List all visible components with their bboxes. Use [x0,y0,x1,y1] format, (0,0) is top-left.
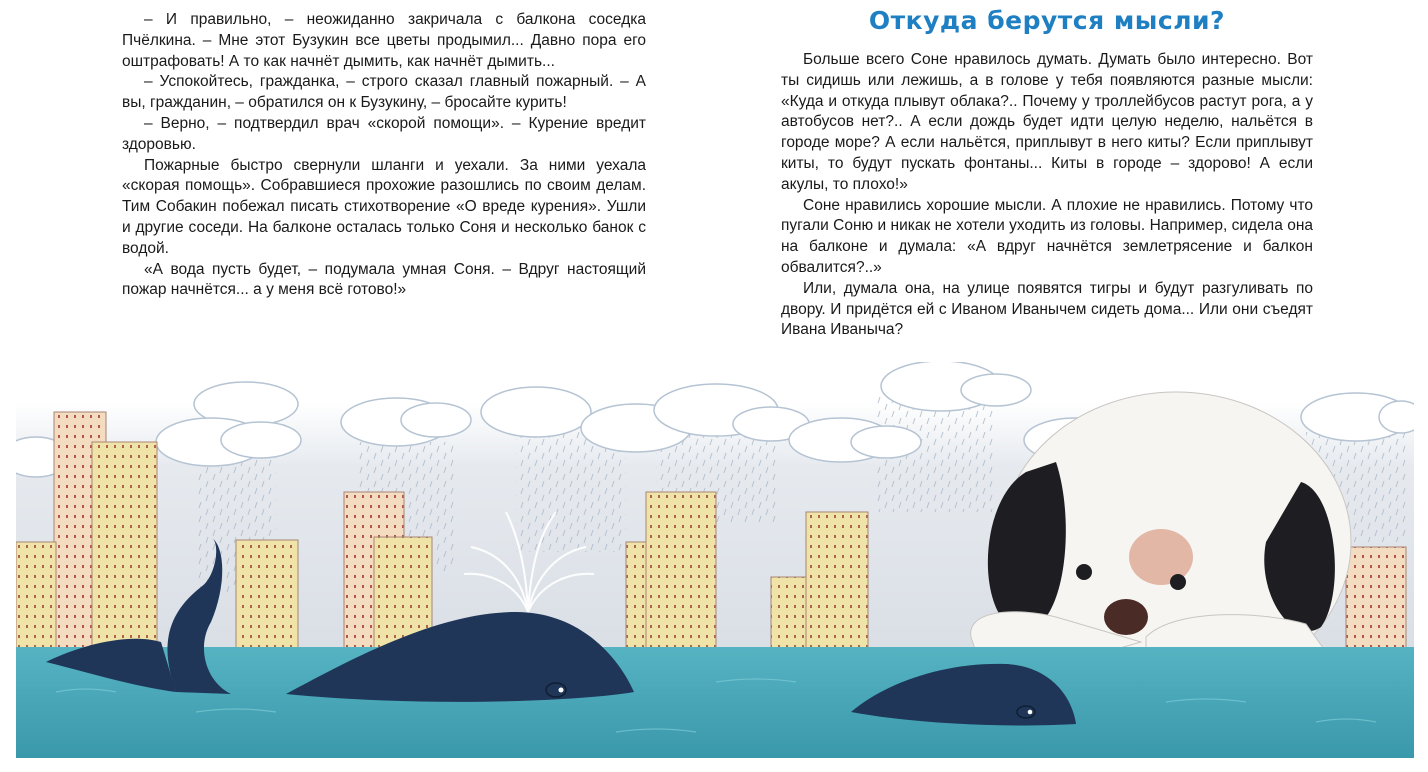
water [16,647,1414,758]
building [646,492,716,657]
paragraph: – И правильно, – неожиданно закричала с балкона соседка Пчёлкина. – Мне этот Бузукин все цветы продымил... Давно пора его оштрафовать! А то как начнёт дымить, как начнёт дымить... [122,11,646,70]
chapter-title: Откуда берутся мысли? [868,6,1226,35]
paragraph: Пожарные быстро свернули шланги и уехали. За ними уехала «скорая помощь». Собравшиеся прохожие разошлись по своим делам. Тим Собакин побежал писать стихотворение «О вреде курения». Ушли и другие соседи. На балконе осталась только Соня и несколько банок с водой. [122,156,646,257]
building [16,542,56,657]
paragraph: – Успокойтесь, гражданка, – строго сказал главный пожарный. – А вы, гражданин, – обратился он к Бузукину, – бросайте курить! [122,73,646,112]
left-page-text [122,10,646,301]
cloud-shape [881,362,1031,411]
paragraph: Соне нравились хорошие мысли. А плохие не нравились. Потому что пугали Соню и никак не хотели уходить из головы. Например, сидела она на балконе и думала: «А вдруг начнётся землетрясение и балкон обвалится?..» [781,196,1313,276]
cloud-shape [1301,393,1414,441]
city-flood-illustration [16,362,1414,758]
building [92,442,157,657]
building [236,540,298,662]
paragraph: Или, думала она, на улице появятся тигры и будут разгуливать по двору. И придётся ей с Иваном Иванычем сидеть дома... Или они съедят Ивана Иваныча? [781,279,1313,339]
paragraph: Больше всего Соне нравилось думать. Думать было интересно. Вот ты сидишь или лежишь, а в голове у тебя появляются разные мысли: «Куда и откуда плывут облака?.. Почему у троллейбусов растут рога, а у автобусов нет?.. А если дождь будет идти целую неделю, нальётся в городе море? А если нальётся, приплывут в него киты? Если приплывут киты, то будут пускать фонтаны... Киты в городе – здорово! А если акулы, то плохо!» [781,51,1313,193]
building [771,577,806,652]
building [806,512,868,652]
paragraph: «А вода пусть будет, – подумала умная Соня. – Вдруг настоящий пожар начнётся... а у меня всё готово!» [122,260,646,299]
right-page-text [781,50,1313,341]
paragraph: – Верно, – подтвердил врач «скорой помощи». – Курение вредит здоровью. [122,114,646,153]
cloud-shape [156,382,301,466]
